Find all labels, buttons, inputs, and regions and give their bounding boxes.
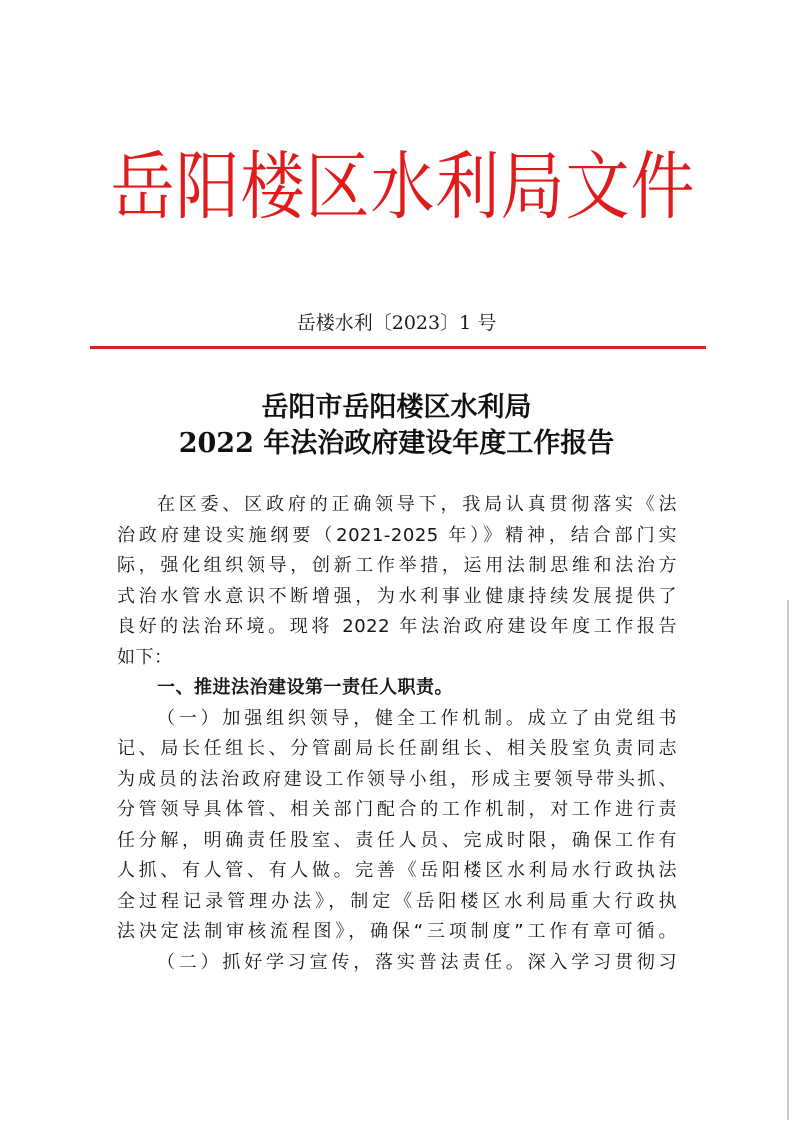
paragraph-line: （一）加强组织领导，健全工作机制。成立了由党组书 <box>157 707 677 729</box>
paragraph-line: 记、局长任组长、分管副局长任副组长、相关股室负责同志 <box>117 738 677 759</box>
paragraph-line: （二）抓好学习宣传，落实普法责任。深入学习贯彻习 <box>157 951 677 973</box>
intro-line: 在区委、区政府的正确领导下，我局认真贯彻落实《法 <box>157 494 677 515</box>
intro-line: 际，强化组织领导，创新工作举措，运用法制思维和法治方 <box>117 555 677 576</box>
paragraph-line: 任分解，明确责任股室、责任人员、完成时限，确保工作有 <box>117 829 677 851</box>
intro-line: 良好的法治环境。现将 2022 年法治政府建设年度工作报告 <box>117 616 677 637</box>
paragraph-line: 全过程记录管理办法》，制定《岳阳楼区水利局重大行政执 <box>117 890 677 912</box>
intro-line: 如下： <box>117 646 173 668</box>
paragraph-line: 人抓、有人管、有人做。完善《岳阳楼区水利局水行政执法 <box>117 860 677 881</box>
report-title-line-1: 岳阳市岳阳楼区水利局 <box>261 392 532 423</box>
document-number: 岳楼水利〔2023〕1 号 <box>296 312 497 334</box>
red-divider <box>90 346 706 349</box>
paragraph-line: 法决定法制审核流程图》，确保“三项制度”工作有章可循。 <box>117 921 677 942</box>
intro-line: 式治水管水意识不断增强，为水利事业健康持续发展提供了 <box>117 585 677 607</box>
report-body <box>117 490 677 978</box>
document-banner: 岳阳楼区水利局文件 <box>110 145 696 231</box>
section-heading: 一、推进法治建设第一责任人职责。 <box>157 677 453 698</box>
report-title-line-2: 2022 年法治政府建设年度工作报告 <box>178 428 615 459</box>
intro-line: 治政府建设实施纲要（2021-2025 年）》精神，结合部门实 <box>117 524 677 546</box>
paragraph-line: 分管领导具体管、相关部门配合的工作机制，对工作进行责 <box>117 799 677 820</box>
scan-edge-shadow <box>787 600 789 1120</box>
paragraph-line: 为成员的法治政府建设工作领导小组，形成主要领导带头抓、 <box>117 768 677 790</box>
